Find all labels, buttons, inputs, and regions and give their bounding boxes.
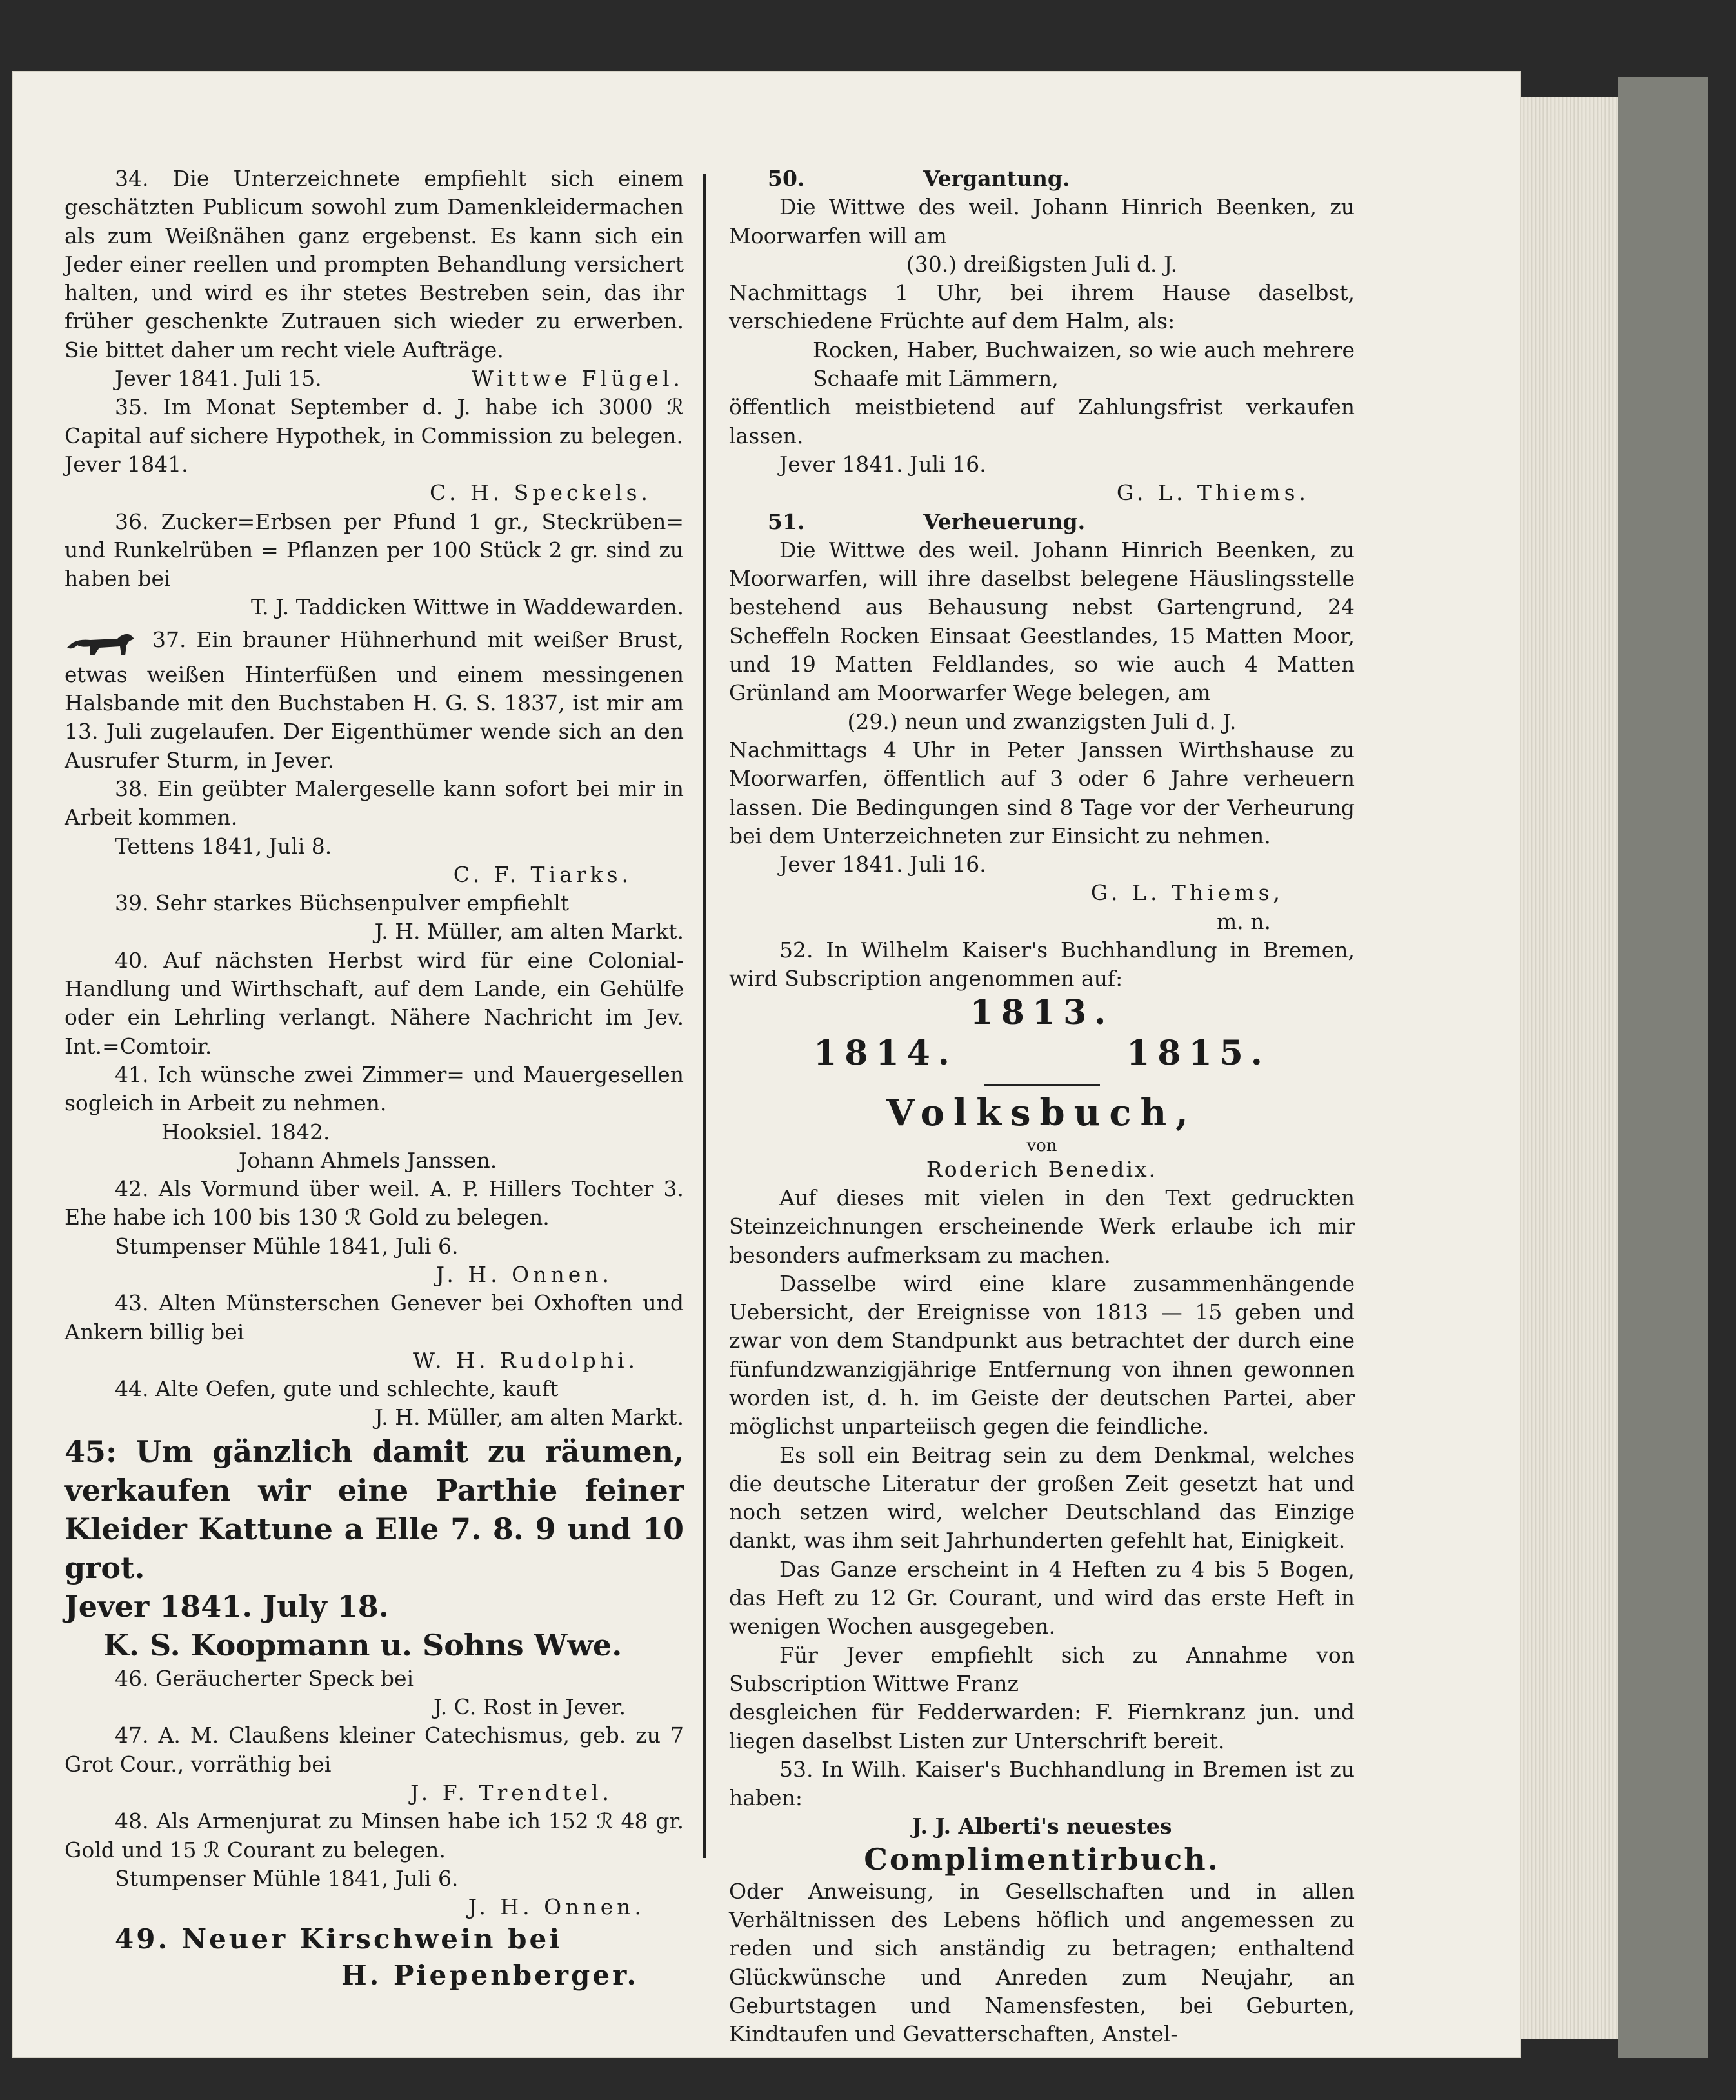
ad-50-signature: G. L. Thiems. [1116,480,1310,506]
ad-44-signature: J. H. Müller, am alten Markt. [374,1405,684,1430]
ad-50-body: Nachmittags 1 Uhr, bei ihrem Hause daselbst, verschiedene Früchte auf dem Halm, als: [729,280,1355,334]
ad-52-para-6: desgleichen für Fedderwarden: F. Fiernkranz jun. und liegen daselbst Listen zur Unterschrift bereit. [729,1699,1355,1754]
ad-53: 53. In Wilh. Kaiser's Buchhandlung in Bremen ist zu haben: [729,1756,1355,1811]
ad-48-signature: J. H. Onnen. [468,1894,645,1920]
ad-44: 44. Alte Oefen, gute und schlechte, kauft [115,1376,559,1402]
ad-51: Die Wittwe des weil. Johann Hinrich Beenken, zu Moorwarfen, will ihre daselbst belegene Häuslingsstelle bestehend aus Behausung nebst Gartengrund, 24 Scheffeln Rocken Einsaat Geestlandes, 15 Matten Moor, und 19 Matten Feldlandes, so wie auch 4 Matten Grünland am Moorwarfer Wege belegen, am [729,537,1355,706]
ad-50-place: Jever 1841. Juli 16. [779,451,986,477]
ad-53-text: Oder Anweisung, in Gesellschaften und in allen Verhältnissen des Lebens höflich und angemessen zu reden und sich anständig zu betragen; enthaltend Glückwünsche und Anreden zum Neujahr, an Geburtstagen und Namensfesten, bei Geburten, Kindtaufen und Gevatterschaften, Anstel- [729,1878,1355,2047]
book-cover-edge [1618,77,1708,2058]
ad-52-para-3: Es soll ein Beitrag sein zu dem Denkmal, welches die deutsche Literatur der großen Zeit gesetzt hat und noch setzen wird, welcher Deutschland das Einzige dankt, was ihm seit Jahrhunderten gefehlt hat, Einigkeit. [729,1442,1355,1554]
ad-38-place: Tettens 1841, Juli 8. [115,833,332,859]
ad-51-place: Jever 1841. Juli 16. [779,852,986,877]
ad-53-title: Complimentirbuch. [864,1841,1220,1877]
ad-51-body: Nachmittags 4 Uhr in Peter Janssen Wirthshause zu Moorwarfen, öffentlich auf 3 oder 6 Jahre verheuern lassen. Die Bedingungen sind 8 Tage vor der Verheurung bei dem Unterzeichneten zur Einsicht zu nehmen. [729,737,1355,848]
ad-52-para-2: Dasselbe wird eine klare zusammenhängende Uebersicht, der Ereignisse von 1813 — 15 geben und zwar von dem Standpunkt aus betrachtet der durch eine fünfundzwanzigjährige Entfernung von ihnen gewonnen worden ist, d. h. im Geiste der deutschen Partei, aber möglichst unparteiisch gegen die feindliche. [729,1270,1355,1439]
ad-42-signature: J. H. Onnen. [435,1261,613,1287]
ad-38: 38. Ein geübter Malergeselle kann sofort bei mir in Arbeit kommen. [65,775,684,830]
ad-36-signature: T. J. Taddicken Wittwe in Waddewarden. [250,594,684,620]
ad-35: 35. Im Monat September d. J. habe ich 3000 ℛ Capital auf sichere Hypothek, in Commission zu belegen. [65,394,684,448]
ad-42-place: Stumpenser Mühle 1841, Juli 6. [115,1233,459,1259]
ad-50-items: Rocken, Haber, Buchwaizen, so wie auch mehrere Schaafe mit Lämmern, [813,337,1355,392]
ad-37: 37. Ein brauner Hühnerhund mit weißer Brust, etwas weißen Hinterfüßen und einem messingenen Halsbande mit den Buchstaben H. G. S. 1837, ist mir am 13. Juli zugelaufen. Der Eigenthümer wende sich an den Ausrufer Sturm, in Jever. [65,622,684,775]
ad-41: 41. Ich wünsche zwei Zimmer= und Mauergesellen sogleich in Arbeit zu nehmen. [65,1061,684,1116]
ad-39: 39. Sehr starkes Büchsenpulver empfiehlt [115,890,570,916]
ad-50: Die Wittwe des weil. Johann Hinrich Beenken, zu Moorwarfen will am [729,194,1355,248]
by-label: von [1026,1135,1057,1155]
year-1814: 1814. [813,1033,957,1073]
year-row [729,1032,1355,1075]
right-column [729,165,1355,2049]
ad-46: 46. Geräucherter Speck bei [115,1665,414,1691]
ad-34-place: Jever 1841. Juli 15. [115,366,322,392]
ad-52-para-4: Das Ganze erscheint in 4 Heften zu 4 bis 5 Bogen, das Heft zu 12 Gr. Courant, und wird das erste Heft in wenigen Wochen ausgegeben. [729,1556,1355,1639]
year-1815: 1815. [1126,1033,1270,1073]
page-stack-edge [1521,97,1618,2039]
ad-40: 40. Auf nächsten Herbst wird für eine Colonial-Handlung und Wirthschaft, auf dem Lande, ein Gehülfe oder ein Lehrling verlangt. Nähere Nachricht im Jev. Int.=Comtoir. [65,947,684,1059]
ad-43: 43. Alten Münsterschen Genever bei Oxhoften und Ankern billig bei [65,1290,684,1345]
ad-47: 47. A. M. Claußens kleiner Catechismus, geb. zu 7 Grot Cour., vorräthig bei [65,1723,684,1777]
ad-52-para-1: Auf dieses mit vielen in den Text gedruckten Steinzeichnungen erscheinende Werk erlaube ich mir besonders aufmerksam zu machen. [729,1185,1355,1268]
ad-51-signature: G. L. Thiems, [1090,880,1284,906]
ad-51-heading: 51. Verheuerung. [768,508,1086,534]
ad-51-date: (29.) neun und zwanzigsten Juli d. J. [847,708,1237,734]
ad-34-signature: Wittwe Flügel. [471,366,684,392]
ad-49: 49. Neuer Kirschwein bei [115,1923,563,1955]
ad-38-signature: C. F. Tiarks. [453,861,632,887]
ad-52-para-5: Für Jever empfiehlt sich zu Annahme von Subscription Wittwe Franz [729,1642,1355,1696]
ad-43-signature: W. H. Rudolphi. [413,1347,639,1373]
ad-50-heading: 50. Vergantung. [768,166,1070,191]
ad-46-signature: J. C. Rost in Jever. [434,1694,626,1720]
ad-49-signature: H. Piepenberger. [341,1959,639,1992]
ad-34: 34. Die Unterzeichnete empfiehlt sich einem geschätzten Publicum sowohl zum Damenkleidermachen als zum Weißnähen ganz ergebenst. Es kann sich ein Jeder einer reellen und prompten Behandlung versichert halten, und wird es ihr stetes Bestreben sein, das ihr früher geschenkte Zutrauen sich wieder zu erwerben. Sie bittet daher um recht viele Aufträge. [65,166,684,363]
ad-45: 45: Um gänzlich damit zu räumen, verkaufen wir eine Parthie feiner Kleider Kattune a Elle 7. 8. 9 und 10 grot. [65,1434,684,1585]
ad-51-signature-note: m. n. [1216,908,1271,934]
year-1813: 1813. [970,992,1114,1032]
ad-35-place: Jever 1841. [65,451,188,477]
ad-45-place: Jever 1841. July 18. [65,1588,389,1624]
ad-50-date: (30.) dreißigsten Juli d. J. [906,251,1178,277]
ad-34-footer [65,365,684,393]
title-separator [984,1084,1100,1086]
ad-52: 52. In Wilhelm Kaiser's Buchhandlung in Bremen, wird Subscription angenommen auf: [729,937,1355,992]
ad-36: 36. Zucker=Erbsen per Pfund 1 gr., Steckrüben= und Runkelrüben = Pflanzen per 100 Stück 2 gr. sind zu haben bei [65,508,684,592]
ad-50-closing: öffentlich meistbietend auf Zahlungsfrist verkaufen lassen. [729,394,1355,448]
ad-35-signature: C. H. Speckels. [429,480,652,506]
ad-45-signature: K. S. Koopmann u. Sohns Wwe. [103,1627,623,1663]
hunting-dog-icon [65,622,142,661]
ad-48: 48. Als Armenjurat zu Minsen habe ich 152 ℛ 48 gr. Gold und 15 ℛ Courant zu belegen. [65,1808,684,1863]
left-column [65,165,684,1994]
book-title: Volksbuch, [886,1091,1197,1134]
column-rule [703,174,706,1858]
ad-47-signature: J. F. Trendtel. [410,1779,613,1805]
ad-42: 42. Als Vormund über weil. A. P. Hillers Tochter 3. Ehe habe ich 100 bis 130 ℛ Gold zu belegen. [65,1176,684,1230]
ad-48-place: Stumpenser Mühle 1841, Juli 6. [115,1865,459,1891]
ad-39-signature: J. H. Müller, am alten Markt. [374,919,684,945]
ad-41-signature: Johann Ahmels Janssen. [239,1147,497,1173]
ad-53-author: J. J. Alberti's neuestes [912,1814,1172,1839]
ad-41-place: Hooksiel. 1842. [161,1119,330,1145]
book-author: Roderich Benedix. [926,1156,1158,1182]
